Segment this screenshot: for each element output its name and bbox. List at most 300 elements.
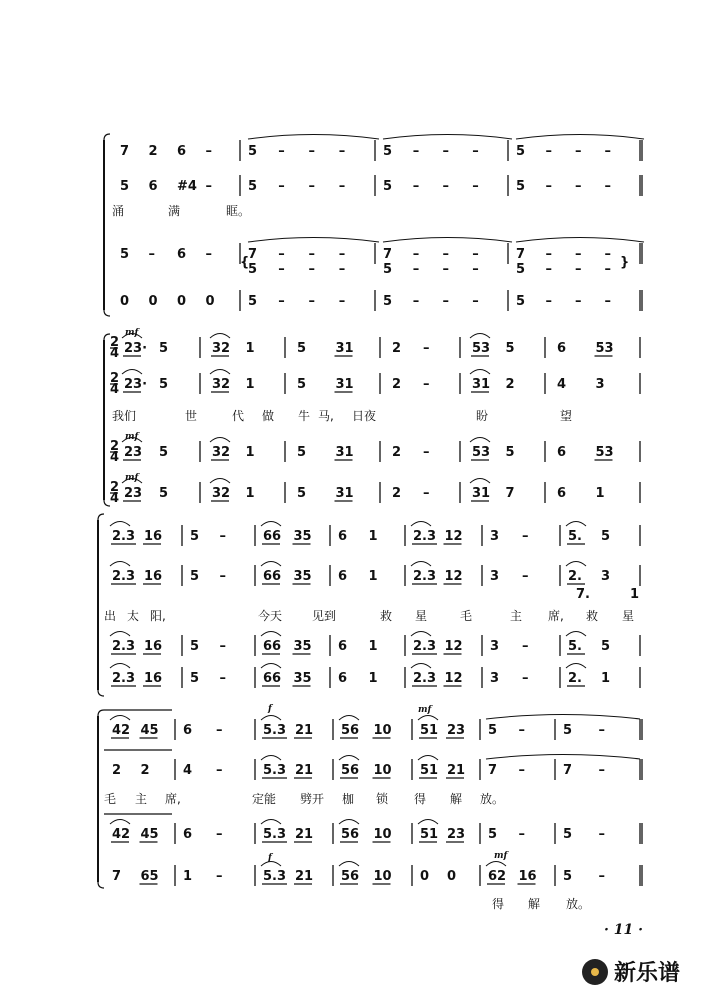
time-sig-bottom: 4 bbox=[110, 346, 120, 361]
jianpu-note: 62 bbox=[488, 869, 507, 884]
jianpu-note: 2 bbox=[140, 763, 150, 778]
time-sig-bottom: 4 bbox=[110, 450, 120, 465]
jianpu-note: – bbox=[575, 247, 582, 262]
jianpu-note: 2.3 bbox=[112, 569, 136, 584]
lyric-syllable: 主 bbox=[510, 609, 523, 623]
lyric-syllable: 我们 bbox=[112, 409, 137, 423]
jianpu-note: 23 bbox=[124, 445, 143, 460]
jianpu-note: – bbox=[604, 247, 611, 262]
jianpu-note: 16 bbox=[144, 671, 163, 686]
lyric-syllable: 世 bbox=[185, 409, 198, 423]
slur bbox=[261, 664, 281, 669]
jianpu-note-lower: 5 bbox=[516, 262, 526, 277]
lyric-syllable: 做 bbox=[262, 409, 275, 423]
jianpu-note: 35 bbox=[293, 569, 312, 584]
slur bbox=[566, 562, 586, 567]
slur bbox=[110, 632, 130, 637]
jianpu-note: 23 bbox=[447, 827, 466, 842]
jianpu-note: 23· bbox=[124, 341, 148, 356]
lyric-syllable: 牛 bbox=[298, 409, 311, 423]
jianpu-note: – bbox=[604, 144, 611, 159]
dynamic-mark: mf bbox=[494, 851, 508, 861]
lyric-syllable: 日夜 bbox=[352, 409, 377, 423]
jianpu-note: – bbox=[412, 294, 420, 309]
lyric-syllable: 满 bbox=[168, 204, 181, 218]
slur bbox=[411, 632, 431, 637]
jianpu-note: – bbox=[423, 377, 430, 392]
jianpu-note: 6 bbox=[557, 341, 567, 356]
jianpu-note: 1 bbox=[245, 341, 255, 356]
lyric-syllable: 定能 bbox=[252, 792, 277, 806]
jianpu-note: 2 bbox=[392, 486, 402, 501]
jianpu-note: – bbox=[522, 529, 529, 544]
jianpu-note: 53 bbox=[595, 445, 614, 460]
tie bbox=[248, 135, 379, 140]
jianpu-note: – bbox=[518, 723, 525, 738]
time-sig-bottom: 4 bbox=[110, 491, 120, 506]
jianpu-note: 7 bbox=[112, 869, 122, 884]
slur bbox=[339, 862, 359, 867]
jianpu-note: 2.3 bbox=[413, 671, 437, 686]
jianpu-note: – bbox=[338, 179, 346, 194]
jianpu-note: – bbox=[522, 639, 529, 654]
jianpu-note: 6 bbox=[148, 179, 158, 194]
jianpu-note: 5 bbox=[563, 723, 573, 738]
jianpu-note: – bbox=[205, 144, 212, 159]
chord-brace: { bbox=[240, 255, 250, 270]
tie bbox=[486, 715, 640, 720]
jianpu-note: 5 bbox=[383, 294, 393, 309]
jianpu-note: 5 bbox=[297, 341, 307, 356]
jianpu-note: – bbox=[338, 144, 346, 159]
jianpu-note: – bbox=[545, 144, 552, 159]
jianpu-note: 5 bbox=[297, 445, 307, 460]
tie bbox=[516, 238, 644, 243]
jianpu-note-lower: – bbox=[278, 262, 285, 277]
slur bbox=[470, 370, 490, 375]
jianpu-note: 56 bbox=[341, 869, 360, 884]
jianpu-note: 5.3 bbox=[263, 763, 287, 778]
jianpu-note: 53 bbox=[472, 445, 491, 460]
jianpu-note: – bbox=[472, 144, 479, 159]
jianpu-note: 5 bbox=[505, 341, 515, 356]
jianpu-note: 66 bbox=[263, 529, 282, 544]
jianpu-note: 0 bbox=[148, 294, 158, 309]
jianpu-note: – bbox=[442, 294, 449, 309]
jianpu-note: 31 bbox=[472, 377, 491, 392]
slur bbox=[566, 664, 586, 669]
jianpu-note: 7 bbox=[488, 763, 498, 778]
jianpu-note: 5 bbox=[190, 671, 200, 686]
jianpu-note: 4 bbox=[183, 763, 193, 778]
jianpu-note: 23· bbox=[124, 377, 148, 392]
jianpu-note: 66 bbox=[263, 569, 282, 584]
jianpu-note: – bbox=[205, 247, 212, 262]
jianpu-note: – bbox=[278, 247, 285, 262]
jianpu-note: – bbox=[308, 179, 315, 194]
jianpu-note: 65 bbox=[140, 869, 159, 884]
jianpu-note: 2.3 bbox=[112, 671, 136, 686]
jianpu-note: 51 bbox=[420, 723, 439, 738]
lyric-syllable: 得 bbox=[492, 897, 505, 911]
jianpu-note: – bbox=[598, 869, 605, 884]
jianpu-note: 5 bbox=[488, 723, 498, 738]
slur bbox=[418, 820, 438, 825]
record-disc-icon bbox=[582, 959, 608, 985]
jianpu-note: 45 bbox=[140, 827, 159, 842]
jianpu-note: – bbox=[598, 723, 605, 738]
slur bbox=[411, 562, 431, 567]
jianpu-note: 6 bbox=[338, 529, 348, 544]
jianpu-note: 21 bbox=[295, 827, 314, 842]
jianpu-note: 66 bbox=[263, 639, 282, 654]
jianpu-note: 2 bbox=[148, 144, 158, 159]
slur bbox=[470, 479, 490, 484]
jianpu-note: 7 bbox=[516, 247, 526, 262]
slur bbox=[210, 334, 230, 339]
jianpu-note: 31 bbox=[335, 445, 354, 460]
lyric-syllable: 得 bbox=[414, 792, 427, 806]
jianpu-note: 6 bbox=[338, 569, 348, 584]
jianpu-note: 32 bbox=[212, 377, 231, 392]
jianpu-note: 2. bbox=[568, 671, 582, 686]
jianpu-note: 2.3 bbox=[413, 529, 437, 544]
jianpu-note: – bbox=[412, 144, 420, 159]
lyric-syllable: 代 bbox=[232, 409, 245, 423]
slur bbox=[261, 716, 281, 721]
time-sig-top: 2 bbox=[110, 371, 120, 386]
dynamic-mark: mf bbox=[125, 473, 139, 483]
jianpu-note: 3 bbox=[595, 377, 605, 392]
jianpu-note: 31 bbox=[335, 486, 354, 501]
jianpu-note: – bbox=[423, 486, 430, 501]
slur bbox=[470, 438, 490, 443]
jianpu-note: – bbox=[423, 445, 430, 460]
jianpu-note: 42 bbox=[112, 827, 131, 842]
jianpu-note-lower: – bbox=[604, 262, 611, 277]
jianpu-note: 45 bbox=[140, 723, 159, 738]
slur bbox=[210, 370, 230, 375]
jianpu-note: 7 bbox=[120, 144, 130, 159]
jianpu-note: 0 bbox=[120, 294, 130, 309]
lyric-syllable: 涌 bbox=[112, 204, 125, 218]
jianpu-note: 1 bbox=[368, 529, 378, 544]
time-sig-top: 2 bbox=[110, 480, 120, 495]
jianpu-note: – bbox=[278, 144, 285, 159]
jianpu-note: – bbox=[219, 569, 226, 584]
lyric-syllable: 太 bbox=[127, 609, 140, 623]
lyric-syllable: 锁 bbox=[376, 792, 389, 806]
jianpu-note: 5 bbox=[563, 869, 573, 884]
lyric-syllable: 盼 bbox=[476, 409, 489, 423]
jianpu-note: 5 bbox=[505, 445, 515, 460]
jianpu-note: 3 bbox=[601, 569, 611, 584]
jianpu-note: 31 bbox=[335, 341, 354, 356]
jianpu-note: – bbox=[442, 179, 449, 194]
jianpu-note: 21 bbox=[295, 869, 314, 884]
jianpu-note: – bbox=[604, 294, 611, 309]
jianpu-note: 12 bbox=[444, 569, 463, 584]
jianpu-note: 35 bbox=[293, 529, 312, 544]
jianpu-note: 32 bbox=[212, 341, 231, 356]
slur bbox=[411, 664, 431, 669]
jianpu-note: 32 bbox=[212, 445, 231, 460]
jianpu-note: 2. bbox=[568, 569, 582, 584]
lyric-syllable: 眶。 bbox=[226, 204, 251, 218]
jianpu-note: 0 bbox=[447, 869, 457, 884]
lyric-syllable: 席, bbox=[548, 609, 564, 623]
jianpu-note: 5 bbox=[488, 827, 498, 842]
jianpu-note: – bbox=[219, 529, 226, 544]
jianpu-note: 32 bbox=[212, 486, 231, 501]
lyric-syllable: 马, bbox=[318, 409, 334, 423]
jianpu-note: – bbox=[545, 179, 552, 194]
slur bbox=[110, 562, 130, 567]
time-sig-top: 2 bbox=[110, 335, 120, 350]
jianpu-note: 0 bbox=[205, 294, 215, 309]
jianpu-note-lower: – bbox=[308, 262, 315, 277]
jianpu-note: 5 bbox=[248, 294, 258, 309]
jianpu-note: 6 bbox=[557, 445, 567, 460]
jianpu-note: 23 bbox=[124, 486, 143, 501]
jianpu-note: 53 bbox=[595, 341, 614, 356]
dynamic-mark: f bbox=[268, 704, 272, 714]
lyric-syllable: 枷 bbox=[342, 792, 355, 806]
jianpu-note: 7 bbox=[248, 247, 258, 262]
slur bbox=[566, 522, 586, 527]
jianpu-note: 10 bbox=[373, 723, 392, 738]
jianpu-note: 6 bbox=[557, 486, 567, 501]
jianpu-note: 5 bbox=[297, 486, 307, 501]
chord-brace: } bbox=[620, 255, 630, 270]
lyric-syllable: 今天 bbox=[258, 609, 283, 623]
jianpu-note: 12 bbox=[444, 639, 463, 654]
jianpu-note: 5 bbox=[190, 529, 200, 544]
jianpu-note: 5. bbox=[568, 529, 582, 544]
jianpu-note: 7 bbox=[563, 763, 573, 778]
jianpu-note: 1 bbox=[601, 671, 611, 686]
jianpu-note: – bbox=[216, 869, 223, 884]
slur bbox=[110, 716, 130, 721]
jianpu-note: 1 bbox=[245, 377, 255, 392]
jianpu-note: 16 bbox=[144, 639, 163, 654]
jianpu-note: – bbox=[412, 247, 420, 262]
jianpu-note: 16 bbox=[144, 529, 163, 544]
slur bbox=[261, 632, 281, 637]
jianpu-note: – bbox=[412, 179, 420, 194]
jianpu-note-lower: – bbox=[338, 262, 346, 277]
jianpu-note: 5 bbox=[383, 179, 393, 194]
slur bbox=[339, 716, 359, 721]
jianpu-note: – bbox=[423, 341, 430, 356]
jianpu-note: 1 bbox=[368, 671, 378, 686]
slur bbox=[339, 756, 359, 761]
jianpu-note-lower: – bbox=[545, 262, 552, 277]
jianpu-note: 21 bbox=[447, 763, 466, 778]
jianpu-note: 5 bbox=[248, 144, 258, 159]
jianpu-note: – bbox=[338, 294, 346, 309]
jianpu-note: – bbox=[598, 827, 605, 842]
tie bbox=[248, 238, 379, 243]
jianpu-note-lower: – bbox=[472, 262, 479, 277]
jianpu-note: 0 bbox=[177, 294, 187, 309]
jianpu-note: 6 bbox=[177, 144, 187, 159]
jianpu-note: 5 bbox=[297, 377, 307, 392]
jianpu-note: 16 bbox=[144, 569, 163, 584]
jianpu-note: 1 bbox=[183, 869, 193, 884]
jianpu-note: – bbox=[518, 827, 525, 842]
lyric-syllable: 解 bbox=[450, 792, 463, 806]
jianpu-note: 5 bbox=[248, 179, 258, 194]
jianpu-note: 31 bbox=[472, 486, 491, 501]
tie bbox=[486, 755, 640, 760]
jianpu-note: – bbox=[442, 247, 449, 262]
jianpu-note: – bbox=[338, 247, 346, 262]
slur bbox=[261, 820, 281, 825]
jianpu-note: 53 bbox=[472, 341, 491, 356]
jianpu-note: – bbox=[278, 294, 285, 309]
dynamic-mark: f bbox=[268, 853, 272, 863]
jianpu-note: – bbox=[518, 763, 525, 778]
jianpu-note: – bbox=[545, 294, 552, 309]
jianpu-note-lower: 7. bbox=[576, 587, 590, 602]
jianpu-note: – bbox=[472, 294, 479, 309]
jianpu-note: 2.3 bbox=[413, 569, 437, 584]
jianpu-note: – bbox=[278, 179, 285, 194]
jianpu-note: 10 bbox=[373, 827, 392, 842]
jianpu-note: – bbox=[219, 671, 226, 686]
lyric-syllable: 席, bbox=[165, 792, 181, 806]
time-sig-bottom: 4 bbox=[110, 382, 120, 397]
jianpu-note: 5 bbox=[516, 179, 526, 194]
dynamic-mark: mf bbox=[125, 432, 139, 442]
lyric-syllable: 放。 bbox=[480, 792, 505, 806]
jianpu-note-lower: 1 bbox=[630, 587, 640, 602]
jianpu-note-lower: – bbox=[412, 262, 420, 277]
watermark-text: 新乐谱 bbox=[614, 961, 681, 986]
slur bbox=[210, 479, 230, 484]
lyric-syllable: 毛 bbox=[460, 609, 473, 623]
jianpu-note: 12 bbox=[444, 671, 463, 686]
jianpu-note: 10 bbox=[373, 869, 392, 884]
watermark-logo bbox=[582, 956, 680, 987]
jianpu-note: 10 bbox=[373, 763, 392, 778]
lyric-syllable: 放。 bbox=[566, 897, 591, 911]
jianpu-note: 5 bbox=[601, 639, 611, 654]
page-number: · 11 · bbox=[604, 922, 643, 938]
jianpu-note: – bbox=[575, 294, 582, 309]
jianpu-note: – bbox=[205, 179, 212, 194]
lyric-syllable: 望 bbox=[560, 409, 573, 423]
jianpu-note: – bbox=[575, 179, 582, 194]
jianpu-note: – bbox=[604, 179, 611, 194]
jianpu-note: 1 bbox=[368, 569, 378, 584]
jianpu-note: 0 bbox=[420, 869, 430, 884]
jianpu-note: 5 bbox=[190, 639, 200, 654]
slur bbox=[261, 522, 281, 527]
jianpu-note: 2 bbox=[112, 763, 122, 778]
dynamic-mark: mf bbox=[125, 328, 139, 338]
jianpu-note: – bbox=[545, 247, 552, 262]
lyric-syllable: 见到 bbox=[312, 609, 337, 623]
jianpu-note: 6 bbox=[183, 723, 193, 738]
jianpu-note: 5.3 bbox=[263, 827, 287, 842]
jianpu-note: 31 bbox=[335, 377, 354, 392]
jianpu-note: – bbox=[472, 247, 479, 262]
jianpu-note: 35 bbox=[293, 671, 312, 686]
jianpu-note: 2 bbox=[392, 377, 402, 392]
tie bbox=[383, 135, 512, 140]
jianpu-note: 56 bbox=[341, 723, 360, 738]
jianpu-note: 7 bbox=[383, 247, 393, 262]
slur bbox=[210, 438, 230, 443]
jianpu-note: – bbox=[219, 639, 226, 654]
tie bbox=[516, 135, 644, 140]
jianpu-note: 6 bbox=[183, 827, 193, 842]
jianpu-note-lower: 5 bbox=[248, 262, 258, 277]
jianpu-note-lower: – bbox=[442, 262, 449, 277]
jianpu-note: 5 bbox=[159, 341, 169, 356]
lyric-syllable: 毛 bbox=[104, 792, 117, 806]
jianpu-note: 6 bbox=[338, 639, 348, 654]
jianpu-note: – bbox=[216, 827, 223, 842]
jianpu-note: 3 bbox=[490, 569, 500, 584]
jianpu-note: 6 bbox=[177, 247, 187, 262]
jianpu-note: 5. bbox=[568, 639, 582, 654]
jianpu-note: 5 bbox=[120, 179, 130, 194]
jianpu-note: 21 bbox=[295, 763, 314, 778]
lyric-syllable: 救 bbox=[586, 609, 599, 623]
jianpu-note-lower: – bbox=[575, 262, 582, 277]
jianpu-note: 5 bbox=[120, 247, 130, 262]
jianpu-note: 5 bbox=[159, 445, 169, 460]
slur bbox=[411, 522, 431, 527]
lyric-syllable: 劈开 bbox=[300, 792, 325, 806]
system-brackets bbox=[98, 134, 110, 888]
jianpu-note: 3 bbox=[490, 639, 500, 654]
jianpu-note: 5 bbox=[190, 569, 200, 584]
jianpu-note: 51 bbox=[420, 763, 439, 778]
jianpu-note: – bbox=[598, 763, 605, 778]
jianpu-note: 16 bbox=[518, 869, 537, 884]
slur bbox=[261, 756, 281, 761]
jianpu-note: 6 bbox=[338, 671, 348, 686]
jianpu-note: – bbox=[442, 144, 449, 159]
slur bbox=[110, 820, 130, 825]
slur bbox=[339, 820, 359, 825]
jianpu-note: 35 bbox=[293, 639, 312, 654]
jianpu-note: – bbox=[308, 144, 315, 159]
slur bbox=[122, 370, 142, 375]
jianpu-note: 1 bbox=[245, 486, 255, 501]
lyric-syllable: 解 bbox=[528, 897, 541, 911]
jianpu-note: 51 bbox=[420, 827, 439, 842]
jianpu-note: 4 bbox=[557, 377, 567, 392]
jianpu-note: – bbox=[575, 144, 582, 159]
jianpu-note: 2.3 bbox=[112, 639, 136, 654]
jianpu-note: 2 bbox=[392, 445, 402, 460]
lyric-syllable: 主 bbox=[135, 792, 148, 806]
jianpu-note: – bbox=[308, 294, 315, 309]
slur bbox=[110, 522, 130, 527]
jianpu-note: 5 bbox=[601, 529, 611, 544]
jianpu-note: 5.3 bbox=[263, 723, 287, 738]
jianpu-note: 12 bbox=[444, 529, 463, 544]
slur bbox=[110, 664, 130, 669]
jianpu-note: 2 bbox=[505, 377, 515, 392]
dynamic-mark: mf bbox=[418, 705, 432, 715]
jianpu-note: 2 bbox=[392, 341, 402, 356]
